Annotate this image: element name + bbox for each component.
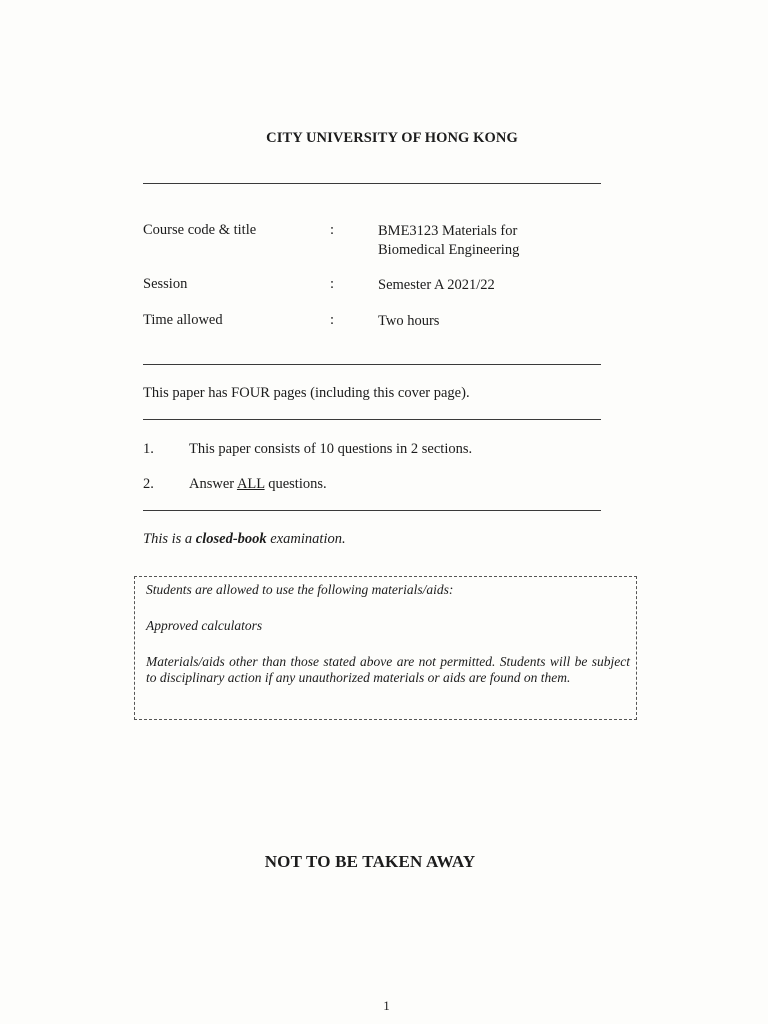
instruction-text-after: questions. xyxy=(264,476,327,492)
course-value xyxy=(378,222,519,260)
instruction-text-before: Answer xyxy=(189,476,237,492)
exam-type-prefix: This is a xyxy=(143,531,196,547)
not-taken-away-notice: NOT TO BE TAKEN AWAY xyxy=(264,852,476,871)
university-title: CITY UNIVERSITY OF HONG KONG xyxy=(266,130,518,146)
time-value: Two hours xyxy=(378,313,440,329)
divider-pages xyxy=(143,419,601,420)
course-value-line2: Biomedical Engineering xyxy=(378,242,520,258)
divider-top xyxy=(143,183,601,184)
divider-info xyxy=(143,364,601,365)
course-value-line1: BME3123 Materials for xyxy=(378,223,518,239)
time-colon: : xyxy=(330,312,335,328)
exam-type-bold: closed-book xyxy=(195,531,267,547)
course-colon: : xyxy=(330,222,335,238)
pages-note: This paper has FOUR pages (including this cover page). xyxy=(143,385,470,401)
instruction-number: 2. xyxy=(143,476,154,492)
session-label: Session xyxy=(143,276,188,292)
divider-instructions xyxy=(143,510,601,511)
time-label: Time allowed xyxy=(143,312,223,328)
materials-intro: Students are allowed to use the following materials/aids: xyxy=(146,582,454,597)
instruction-emphasis: ALL xyxy=(236,476,265,492)
page-number: 1 xyxy=(383,998,390,1013)
session-colon: : xyxy=(330,276,335,292)
exam-type-note xyxy=(143,531,346,548)
session-value: Semester A 2021/22 xyxy=(378,277,495,293)
instruction-text xyxy=(189,476,327,493)
exam-type-suffix: examination. xyxy=(266,531,346,547)
materials-allowed: Approved calculators xyxy=(146,618,263,633)
instruction-number: 1. xyxy=(143,441,154,457)
instruction-text: This paper consists of 10 questions in 2 sections. xyxy=(189,441,473,457)
course-label: Course code & title xyxy=(143,222,257,238)
materials-warning: Materials/aids other than those stated above are not permitted. Students will be subject to disciplinary action if any unauthorized materials or aids are found on them. xyxy=(146,654,630,685)
